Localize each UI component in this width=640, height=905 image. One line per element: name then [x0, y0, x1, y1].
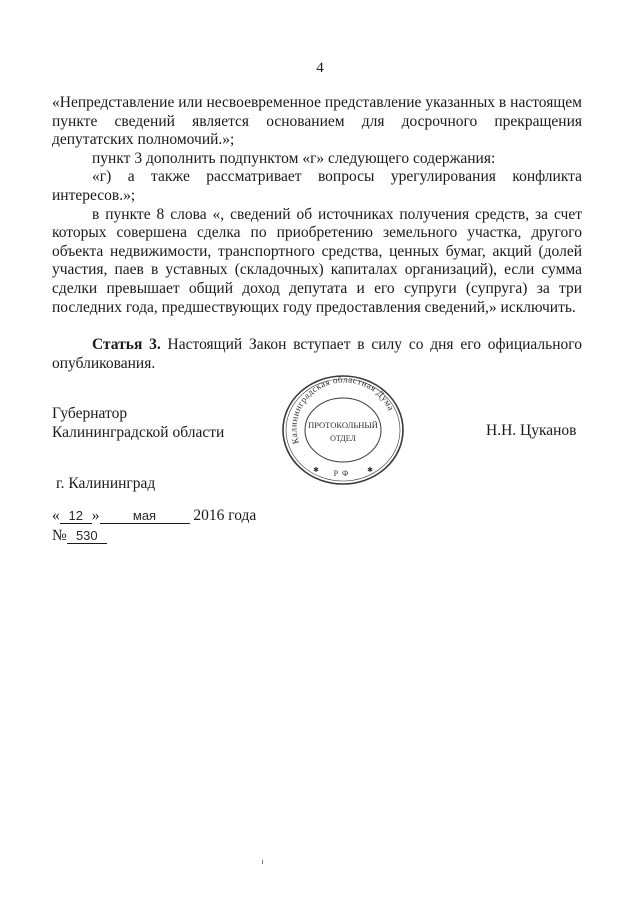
number-prefix: №	[52, 527, 67, 544]
paragraph-4: в пункте 8 слова «, сведений об источниках получения средств, за счет которых совершена сделка по приобретению земельного участка, другого объекта недвижимости, транспортного средства, ценных бумаг, акций (долей участия, паев в уставных (складочных) капиталах организаций), если сумма сделки превышает общий доход депутата и его супруги (супруга) за три последних года, предшествующих году предоставления сведений,» исключить.	[52, 205, 582, 316]
article-text: Настоящий Закон вступает в силу со дня его официального опубликования.	[52, 336, 582, 372]
paragraph-2: пункт 3 дополнить подпунктом «г» следующего содержания:	[92, 149, 496, 167]
signing-place: г. Калининград	[56, 475, 156, 492]
article-label: Статья 3.	[92, 336, 161, 354]
signatory-name: Н.Н. Цуканов	[486, 422, 577, 439]
signing-date	[52, 507, 256, 525]
stamp-seal-icon	[280, 373, 406, 488]
stamp-center-line2: ОТДЕЛ	[330, 434, 356, 443]
article-3	[52, 336, 582, 373]
stamp-bottom-text: РФ	[333, 469, 353, 478]
date-day: 12	[60, 508, 92, 524]
stamp-ring-text: Калининградская областная Дума	[288, 374, 397, 446]
date-open-quote: «	[52, 507, 60, 524]
law-number	[52, 527, 107, 545]
scan-speck	[262, 860, 263, 864]
signatory-title-line2: Калининградской области	[52, 424, 225, 441]
paragraph-3: «г) а также рассматривает вопросы урегулирования конфликта интересов.»;	[52, 168, 582, 204]
signatory-title	[52, 404, 224, 442]
page-number: 4	[316, 60, 324, 76]
svg-text:✱: ✱	[367, 466, 373, 474]
stamp-center-line1: ПРОТОКОЛЬНЫЙ	[308, 420, 378, 430]
document-body	[52, 94, 582, 373]
paragraph-1: «Непредставление или несвоевременное представление указанных в настоящем пункте сведений является основанием для досрочного прекращения депутатских полномочий.»;	[52, 94, 582, 149]
official-stamp	[280, 373, 406, 488]
date-year: 2016 года	[193, 507, 257, 524]
svg-text:✱: ✱	[313, 466, 319, 474]
date-close-quote: »	[91, 507, 100, 524]
date-month: мая	[100, 508, 190, 524]
signatory-title-line1: Губернатор	[52, 405, 128, 422]
number-value: 530	[67, 528, 107, 544]
